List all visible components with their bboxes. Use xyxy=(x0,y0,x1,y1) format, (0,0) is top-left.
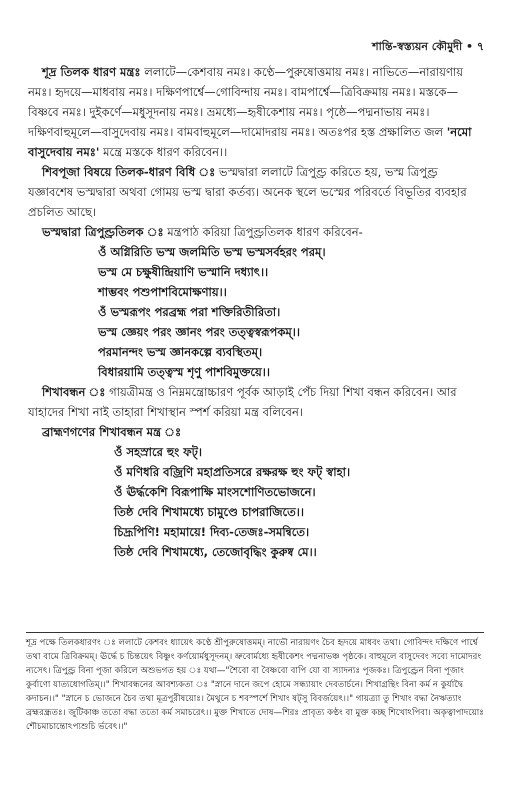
bhasma-text: মন্ত্রপাঠ করিয়া ত্রিপুণ্ড্রতিলক ধারণ করিবেন- xyxy=(167,225,363,239)
header-separator: • xyxy=(465,40,473,53)
page-number: ৭ xyxy=(476,40,484,53)
bhasma-mantra-line: পরমানন্দং ভস্ম জ্ঞানকল্পে ব্যবস্থিতম্। xyxy=(98,345,263,359)
tilak-paragraph xyxy=(28,62,486,162)
brahman-mantra-line: ওঁ মণিধরি বজ্রিণি মহাপ্রতিসরে রক্ষরক্ষ হুং ফট্ স্বাহা। xyxy=(114,465,351,479)
tilak-heading: শূদ্র তিলক ধারণ মন্ত্রঃ xyxy=(42,65,141,79)
shikha-text: গায়ত্রীমন্ত্র ও নিম্নমন্ত্রোচ্চারণ পূর্বক আড়াই পেঁচ দিয়া শিখা বন্ধন করিবেন। আর যাহাদের শিখা নাই তাহারা শিখাস্থান স্পর্শ করিয়া মন্ত্র বলিবেন। xyxy=(28,385,457,419)
tilak-closing-mantra: 'নমো বাসুদেবায় নমঃ' xyxy=(28,125,472,159)
shivapuja-paragraph xyxy=(28,162,486,222)
main-text xyxy=(28,62,486,562)
footnote-divider xyxy=(26,632,484,633)
bhasma-mantra-line: ওঁ ভস্মরূপং পরব্রহ্ম পরা শক্তিরিতীরিতা। xyxy=(98,305,281,319)
tilak-closing-rest: মন্ত্রে মস্তকে ধারণ করিবেন।। xyxy=(103,145,228,159)
brahman-mantra-line: তিষ্ঠ দেবি শিখামধ্যে চামুণ্ডে চাপরাজিতে।। xyxy=(114,505,304,519)
brahman-mantra-line: চিদ্রূপিণি! মহামায়ে! দিব্য-তেজঃ-সমন্বিতে। xyxy=(114,525,310,539)
tilak-text: ললাটে—কেশবায় নমঃ। কণ্ঠে—পুরুষোত্তমায় নমঃ। নাভিতে—নারায়ণায় নমঃ। হৃদয়ে—মাধবায় নমঃ। দক্ষিণপার্শ্বে—গোবিন্দায় নমঃ। বামপার্শ্বে—ত্রিবিক্রমায় নমঃ। মস্তকে—বিষ্ণবে নমঃ। দুইকর্ণে—মধুসূদনায় নমঃ। ভ্রমধ্যে—হৃষীকেশায় নমঃ। পৃষ্ঠে—পদ্মনাভায় নমঃ। দক্ষিণবাহুমূলে—বাসুদেবায় নমঃ। বামবাহুমূলে—দামোদরায় নমঃ। অতঃপর হস্ত প্রক্ষালিত জল xyxy=(28,65,464,139)
bhasma-mantra-line: ওঁ অগ্নিরিতি ভস্ম জলমিতি ভস্ম ভস্মসর্বহরং পরম্। xyxy=(98,245,326,259)
shivapuja-text: ভস্মদ্বারা ললাটে ত্রিপুণ্ড্র করিতে হয়, ভস্ম ত্রিপুণ্ড্র যজ্ঞাবশেষ ভস্মদ্বারা অথবা গোময় ভস্ম দ্বারা কর্তব্য। অনেক স্থলে ভস্মের পরিবর্তে বিভূতির ব্যবহার প্রচলিত আছে। xyxy=(28,165,467,219)
shivapuja-heading: শিবপূজা বিষয়ে তিলক-ধারণ বিধি ঃ xyxy=(42,165,216,179)
running-header xyxy=(372,38,484,57)
bhasma-paragraph xyxy=(28,222,486,242)
brahman-heading: ব্রাহ্মণগণের শিখাবন্ধন মন্ত্র ঃ xyxy=(42,425,182,439)
brahman-mantra-line: তিষ্ঠ দেবি শিখামধ্যে, তেজোবৃদ্ধিং কুরুষ্ব মে।। xyxy=(114,545,317,559)
bhasma-heading: ভস্মদ্বারা ত্রিপুণ্ড্রতিলক ঃ xyxy=(42,225,164,239)
brahman-mantra-line: ওঁ সহস্রারে হুং ফট্। xyxy=(114,445,202,459)
footnote: শূদ্র পক্ষে তিলকধারণং ঃ ললাটে কেশবং ধ্যায়েৎ কণ্ঠে শ্রীপুরুষোত্তমম্। নাভৌ নারায়ণং চৈব হৃদয়ে মাধবং তথা। গোবিন্দং দক্ষিণে পার্শ্বে তথা বামে ত্রিবিক্রমম্। ঊর্দ্ধে চ চিন্তয়েৎ বিষ্ণুং কর্ণয়োর্মধুসূদনম্। ভ্রুবোর্মধ্যে হৃষীকেশং পদ্মনাভঞ্চ পৃষ্ঠকে। বাহুমূলে বাসুদেবং সব্যে দামোদরং ন্যসেৎ। ত্রিপুণ্ড্র বিনা পূজা করিলে অশুভগত হয় ঃ যথা—"শৈবো বা বৈষ্ণবো বাপি যো বা স্যাদন্যঃ পূজকঃ। ত্রিপুণ্ড্রেন বিনা পূজাং কুর্বাণো যাত্যধোগতিম্।।" শিখাবন্ধনের আবশ্যকতা ঃ "স্নানে দানে জপে হোমে সন্ধ্যায়াং দেবতার্চনে। শিখাগ্রন্থিং বিনা কর্ম ন কুর্যাদ্বৈ কদাচন।।" "স্নানে চ ভোজনে চৈব তথা মূত্রপুরীষয়োঃ। মৈথুনে চ শবস্পর্শে শিখাং ষট্সু বিবর্জয়েৎ।।" গায়ত্র্যা তু শিখাং বদ্ধা নৈঋত্যাং ব্রহ্মরন্ধ্রতঃ। জুটিকাঞ্চ ততো বদ্ধা ততো কর্ম সমাচরেৎ।। মুক্ত শিখাতে দোষ—শিরঃ প্রাবৃত্য কণ্ঠং বা মুক্ত কচ্ছ শিখোঽপিবা। অকৃত্বাপাদয়োঃ শৌচমাচান্তোঽপ্যশুচি র্ভবেৎ।।" xyxy=(26,638,484,732)
shikha-heading: শিখাবন্ধন ঃ xyxy=(42,385,106,399)
bhasma-mantra-line: ভস্ম মে চক্ষুষীন্দ্রিয়াণি ভস্মানি দধ্যাৎ।। xyxy=(98,265,269,279)
bhasma-mantra-line: বিধারয়ামি তত্ত্বস্ম শৃণু পাশবিমুক্তয়ে।। xyxy=(98,365,271,379)
bhasma-mantra-line: শাম্ভবং পশুপাশবিমোক্ষণায়।। xyxy=(98,285,227,299)
brahman-mantra-line: ওঁ ঊর্দ্ধকেশি বিরূপাক্ষি মাংসশোণিতভোজনে। xyxy=(114,485,316,499)
bhasma-mantra-line: ভস্ম জ্ঞেয়ং পরং জ্ঞানং পরং তত্ত্বস্বরূপকম্।। xyxy=(98,325,301,339)
shikha-paragraph xyxy=(28,382,486,422)
header-title: শান্তি-স্বস্ত্যয়ন কৌমুদী xyxy=(372,40,463,53)
